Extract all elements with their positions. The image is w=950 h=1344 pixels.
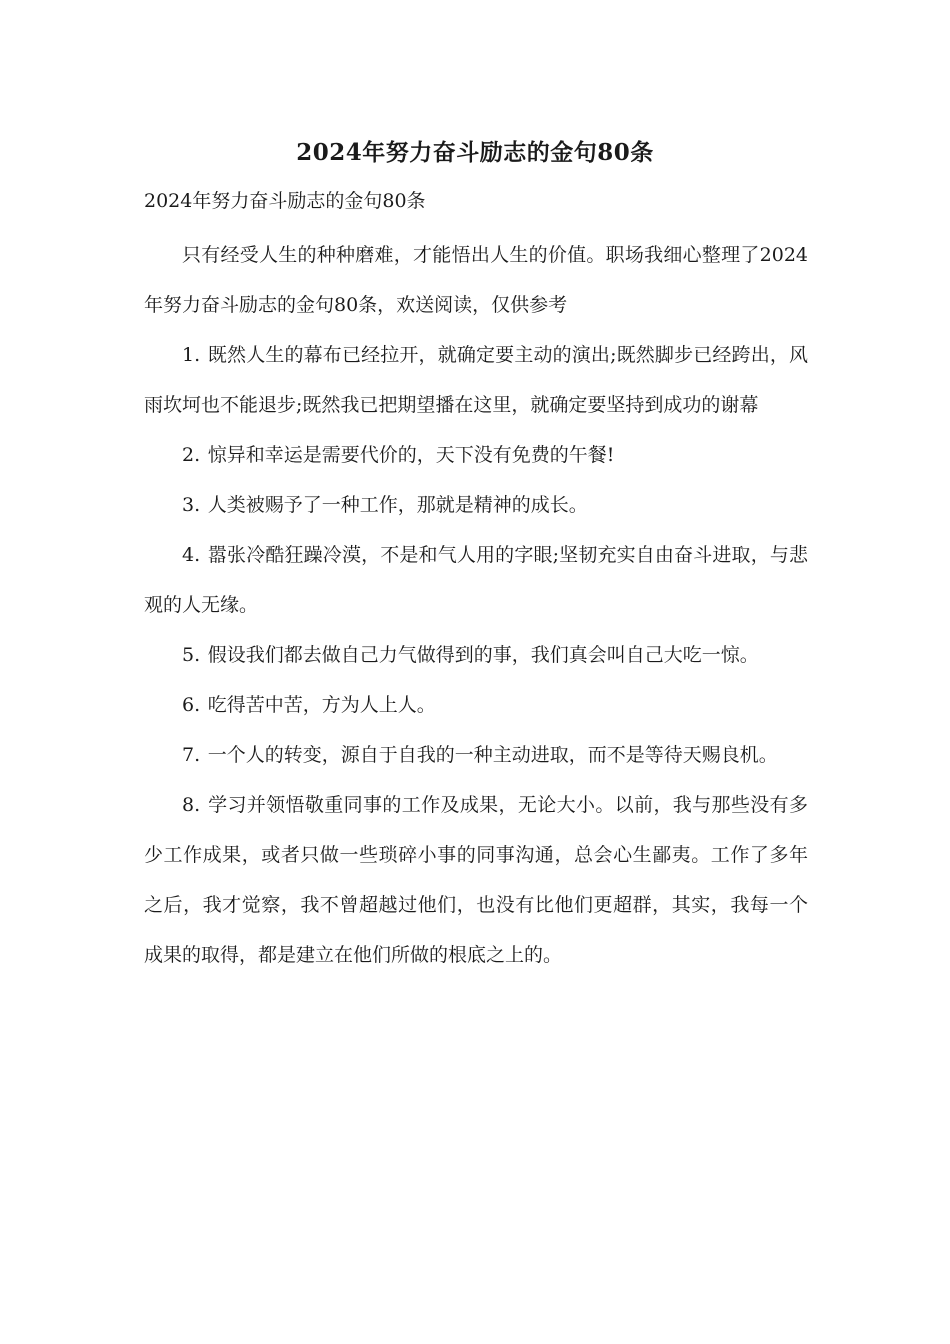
document-subtitle: 2024年努力奋斗励志的金句80条 <box>144 190 426 212</box>
item-text: 惊异和幸运是需要代价的，天下没有免费的午餐! <box>207 444 615 466</box>
item-number: 8. <box>182 794 201 816</box>
intro-paragraph: 只有经受人生的种种磨难，才能悟出人生的价值。职场我细心整理了2024年努力奋斗励志的金句80条，欢送阅读，仅供参考 <box>144 244 808 316</box>
item-number: 2. <box>182 444 201 466</box>
item-number: 1. <box>182 344 201 366</box>
item-text: 一个人的转变，源自于自我的一种主动进取，而不是等待天赐良机。 <box>207 744 778 766</box>
list-item <box>144 530 808 630</box>
list-item <box>144 780 808 980</box>
item-number: 5. <box>182 644 201 666</box>
item-number: 6. <box>182 694 201 716</box>
item-number: 4. <box>182 544 201 566</box>
document-body <box>144 230 808 980</box>
item-text: 学习并领悟敬重同事的工作及成果，无论大小。以前，我与那些没有多少工作成果，或者只做一些琐碎小事的同事沟通，总会心生鄙夷。工作了多年之后，我才觉察，我不曾超越过他们，也没有比他们更超群，其实，我每一个成果的取得，都是建立在他们所做的根底之上的。 <box>144 794 808 966</box>
list-item <box>144 730 808 780</box>
item-text: 吃得苦中苦，方为人上人。 <box>207 694 436 716</box>
item-text: 既然人生的幕布已经拉开，就确定要主动的演出;既然脚步已经跨出，风雨坎坷也不能退步;既然我已把期望播在这里，就确定要坚持到成功的谢幕 <box>144 344 808 416</box>
list-item <box>144 430 808 480</box>
item-text: 嚣张冷酷狂躁冷漠，不是和气人用的字眼;坚韧充实自由奋斗进取，与悲观的人无缘。 <box>144 544 808 616</box>
list-item <box>144 480 808 530</box>
item-number: 3. <box>182 494 201 516</box>
item-text: 人类被赐予了一种工作，那就是精神的成长。 <box>207 494 588 516</box>
document-title: 2024年努力奋斗励志的金句80条 <box>296 139 654 166</box>
list-item <box>144 630 808 680</box>
list-item <box>144 680 808 730</box>
item-number: 7. <box>182 744 201 766</box>
item-text: 假设我们都去做自己力气做得到的事，我们真会叫自己大吃一惊。 <box>207 644 759 666</box>
list-item <box>144 330 808 430</box>
